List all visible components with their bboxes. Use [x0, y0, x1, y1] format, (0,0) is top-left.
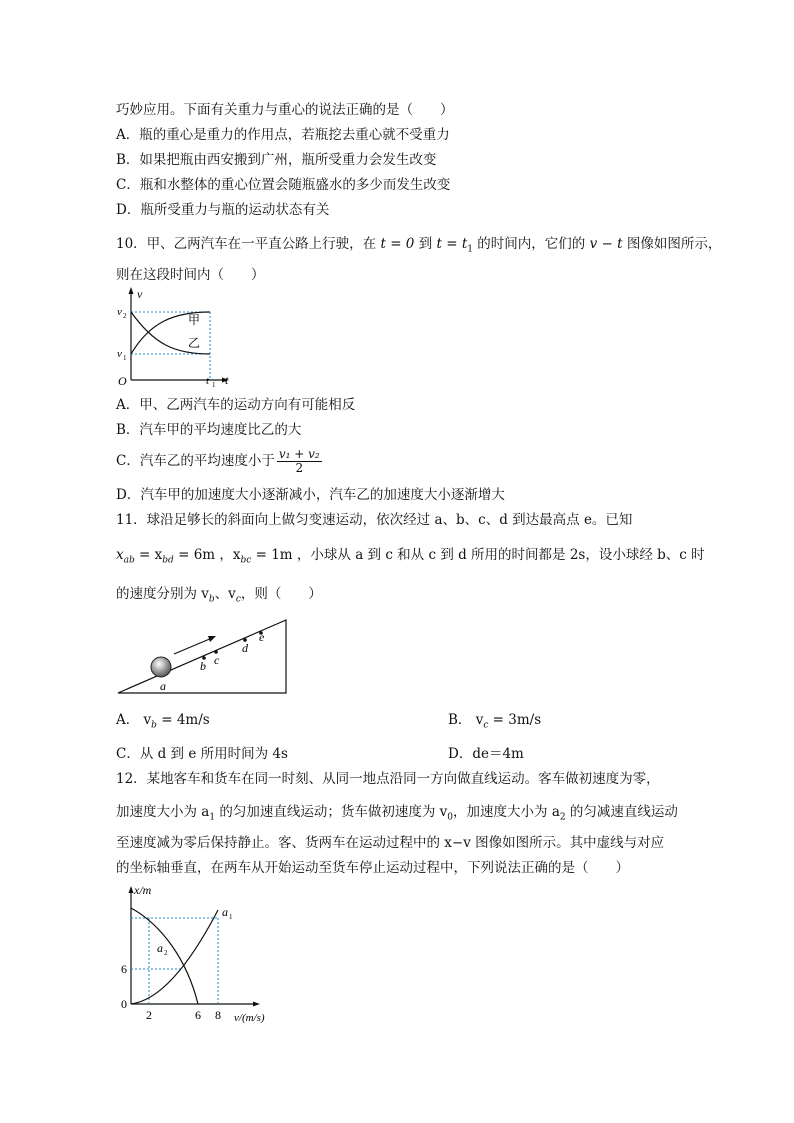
q11-text: 的速度分别为 v	[116, 586, 209, 602]
q11-option-a-sub: b	[151, 720, 157, 731]
q11-sub-bc: bc	[240, 555, 252, 566]
label-b: b	[200, 659, 206, 673]
q9-option-a[interactable]: A．瓶的重心是重力的作用点，若瓶挖去重心就不受重力	[116, 127, 450, 143]
q12-sub-0: 0	[447, 812, 454, 823]
q11-sub-bd: bd	[162, 555, 174, 566]
x-axis-arrow-icon	[129, 886, 134, 893]
v-axis-label: v	[137, 287, 143, 301]
q12-text: 的匀加速直线运动；货车做初速度为 v	[215, 804, 448, 820]
a2-label: a	[157, 941, 163, 955]
v-axis-arrow-icon	[253, 1002, 260, 1007]
q9-option-b[interactable]: B．如果把瓶由西安搬到广州，瓶所受重力会发生改变	[116, 152, 437, 168]
q12-stem-line1: 12．某地客车和货车在同一时刻、从同一地点沿同一方向做直线运动。客车做初速度为零，	[116, 771, 660, 787]
curve-a1	[131, 910, 218, 1004]
y-tick-6: 6	[121, 962, 127, 976]
q10-t0: t = 0	[380, 236, 415, 252]
a2-sub: 2	[164, 949, 168, 957]
q10-t1: t = t	[436, 236, 468, 252]
q10-text: 到	[418, 236, 433, 252]
q12-text: 的匀减速直线运动	[565, 804, 678, 820]
q10-stem-line2: 则在这段时间内（ ）	[116, 267, 265, 283]
t-axis-label: t	[225, 373, 229, 387]
q9-stem: 巧妙应用。下面有关重力与重心的说法正确的是（ ）	[116, 102, 454, 118]
q11-option-a[interactable]	[116, 711, 210, 735]
q11-text: = 6m ，x	[173, 547, 241, 563]
x-axis-label: x/m	[134, 883, 152, 897]
q11-text: = x	[134, 547, 163, 563]
q10-vt-graph	[112, 284, 242, 390]
jia-label: 甲	[188, 313, 201, 327]
q12-text: ，加速度大小为 a	[453, 804, 560, 820]
label-d: d	[242, 641, 248, 655]
v-tick-6: 6	[195, 1008, 201, 1022]
v1-sub: 1	[123, 354, 127, 362]
q10-vt: v − t	[589, 236, 623, 252]
q12-stem-line4: 的坐标轴垂直，在两车从开始运动至货车停止运动过程中，下列说法正确的是（ ）	[116, 860, 629, 876]
v-tick-8: 8	[215, 1008, 221, 1022]
q11-option-b-text: B． v	[448, 712, 484, 728]
ball	[151, 657, 171, 677]
fraction-numerator: v₁ + v₂	[278, 447, 320, 461]
fraction-denominator: 2	[295, 461, 304, 475]
q10-text: 10．甲、乙两汽车在一平直公路上行驶，在	[116, 236, 377, 252]
q11-option-a-text: A． v	[116, 712, 152, 728]
q11-option-b[interactable]	[448, 711, 541, 735]
q10-option-a[interactable]: A．甲、乙两汽车的运动方向有可能相反	[116, 397, 356, 413]
q12-text: 加速度大小为 a	[116, 804, 210, 820]
q10-option-c-text: C．汽车乙的平均速度小于	[116, 453, 275, 469]
q11-x: x	[116, 547, 124, 563]
v-tick-2: 2	[146, 1008, 152, 1022]
q12-stem-line2	[116, 803, 678, 827]
q11-option-c[interactable]: C．从 d 到 e 所用时间为 4s	[116, 746, 288, 762]
q11-text: 、v	[214, 586, 236, 602]
q10-text: 图像如图所示，	[626, 236, 722, 252]
q11-stem-line3	[116, 585, 322, 609]
q12-sub-1: 1	[209, 812, 216, 823]
label-e: e	[259, 630, 265, 644]
q11-incline-figure	[112, 614, 292, 698]
y-tick-0: 0	[121, 997, 127, 1011]
a1-sub: 1	[229, 913, 233, 921]
q12-stem-line3: 至速度减为零后保持静止。客、货两车在运动过程中的 x−v 图像如图所示。其中虚线与对应	[116, 835, 665, 851]
q11-text: ，则（ ）	[240, 586, 322, 602]
q11-option-b-text: = 3m/s	[488, 712, 542, 728]
t1-label: t	[206, 375, 210, 387]
q10-text: 的时间内，它们的	[477, 236, 586, 252]
motion-arrow	[174, 638, 212, 654]
v-axis-label: v/(m/s)	[234, 1012, 265, 1024]
q10-option-d[interactable]: D．汽车甲的加速度大小逐渐减小，汽车乙的加速度大小逐渐增大	[116, 487, 505, 503]
t1-sub: 1	[212, 381, 216, 389]
label-a: a	[160, 679, 166, 693]
motion-arrow-head-icon	[208, 636, 216, 642]
v1-label: v	[117, 348, 122, 360]
q11-stem-line1: 11．球沿足够长的斜面向上做匀变速运动，依次经过 a、b、c、d 到达最高点 e。已知	[116, 512, 633, 528]
q11-text: = 1m ，小球从 a 到 c 和从 c 到 d 所用的时间都是 2s，设小球经 b、c 时	[251, 547, 705, 563]
label-c: c	[214, 653, 220, 667]
q10-option-c-fraction	[277, 448, 322, 475]
q10-t1-sub: 1	[467, 244, 473, 255]
yi-label: 乙	[188, 336, 201, 350]
v2-label: v	[117, 306, 122, 318]
q11-option-a-text: = 4m/s	[156, 712, 210, 728]
q11-sub-c: c	[235, 594, 241, 605]
q12-xv-graph	[112, 880, 282, 1025]
q11-option-d[interactable]: D．de＝4m	[448, 746, 524, 762]
v2-sub: 2	[123, 312, 127, 320]
q10-option-c[interactable]	[116, 446, 322, 476]
q9-option-d[interactable]: D．瓶所受重力与瓶的运动状态有关	[116, 202, 330, 218]
origin-label: O	[118, 374, 127, 388]
q11-option-b-sub: c	[483, 720, 489, 731]
q10-option-b[interactable]: B．汽车甲的平均速度比乙的大	[116, 422, 302, 438]
q9-option-c[interactable]: C．瓶和水整体的重心位置会随瓶盛水的多少而发生改变	[116, 177, 451, 193]
a1-label: a	[222, 905, 228, 919]
q10-stem-line1	[116, 235, 721, 259]
q12-sub-2: 2	[559, 812, 566, 823]
q11-sub-b: b	[208, 594, 215, 605]
q11-sub-ab: ab	[123, 555, 135, 566]
q11-stem-line2	[116, 546, 705, 570]
v-axis-arrow-icon	[129, 287, 134, 294]
